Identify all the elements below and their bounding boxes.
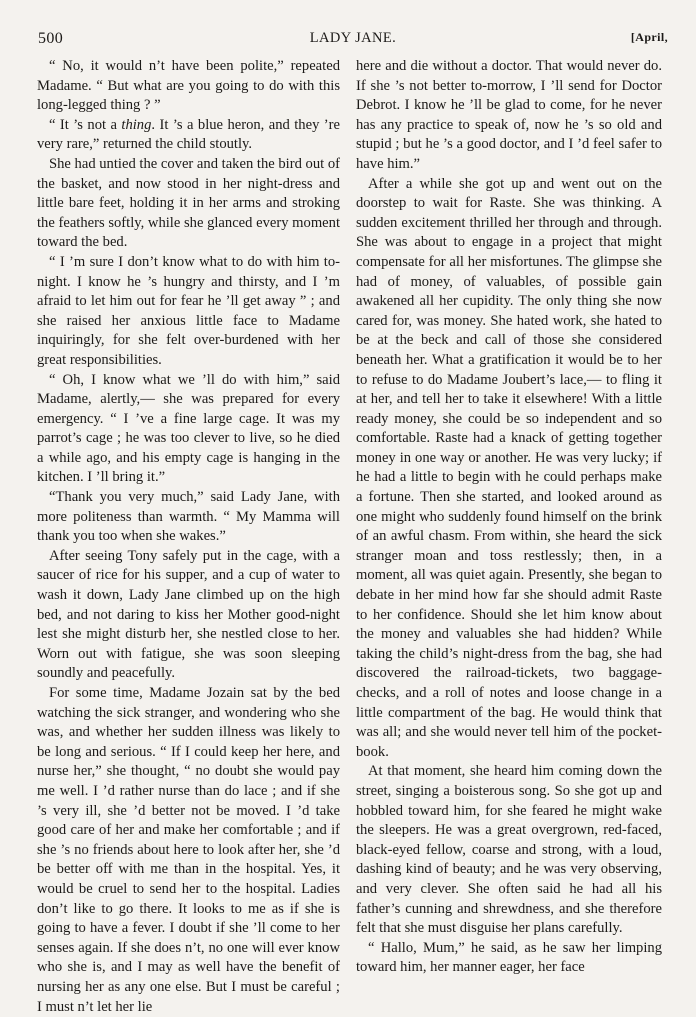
page-number: 500: [38, 30, 64, 47]
paragraph: “ Hallo, Mum,” he said, as he saw her limping toward him, her manner eager, her face: [356, 939, 662, 976]
paragraph: “ No, it would n’t have been polite,” repeated Madame. “ But what are you going to do with this long-legged thing ? ”: [37, 58, 340, 114]
paragraph: here and die without a doctor. That would never do. If she ’s not better to-morrow, I ’ll send for Doctor Debrot. I know he ’ll be glad to come, for he never has any practice to speak of, now he ’s so old and stupid ; but he ’s a good doctor, and I ’d feel safer to have him.”: [356, 58, 662, 172]
running-head: [38, 30, 668, 50]
paragraph: “ Oh, I know what we ’ll do with him,” said Madame, alertly,— she was prepared for every emergency. “ I ’ve a fine large cage. It was my parrot’s cage ; he was too clever to live, so he died a while ago, and his empty cage is hanging in the kitchen. I ’ll bring it.”: [37, 371, 340, 486]
paragraph: At that moment, she heard him coming down the street, singing a boisterous song. So she got up and hobbled toward him, for she feared he might wake the sleepers. He was a great overgrown, red-faced, black-eyed fellow, coarse and strong, with a loud, dashing kind of beauty; and he was very observing, and very clever. She often said he had all his father’s cunning and shrewdness, and she therefore felt that she must disguise her plans carefully.: [356, 763, 662, 937]
paragraph: “ It ’s not a thing. It ’s a blue heron, and they ’re very rare,” returned the child stoutly.: [37, 116, 341, 153]
paragraph: She had untied the cover and taken the bird out of the basket, and now stood in her night-dress and little bare feet, holding it in her arms and stroking the feathers softly, while she glanced every moment toward the bed.: [37, 155, 340, 251]
left-column: [37, 57, 340, 1017]
running-month: [April,: [630, 30, 668, 44]
paragraph: After a while she got up and went out on the doorstep to wait for Raste. She was thinking. A sudden excitement thrilled her through and through. She was about to engage in a project that might compensate for all her misfortunes. The glimpse she had of money, of valuables, of possible gain awakened all her cupidity. The only thing she now cared for, was money. She hated work, she hated to be at the beck and call of those she considered beneath her. What a gratification it would be to her to refuse to do Madame Joubert’s lace,— to fling it at her, and tell her to take it elsewhere! With a little ready money, she could be so independent and so comfortable. Raste had a knack of getting together money in one way or another. He was very lucky; if he had a little to begin with he could perhaps make a fortune. Then she started, and looked around as one might who suddenly found himself on the brink of an awful chasm. From within, she heard the sick stranger moan and toss restlessly; then, in a moment, all was quiet again. Presently, she began to debate in her mind how far she should admit Raste to her confidence. Should she let him know about the money and valuables she had hidden? While taking the child’s night-dress from the bag, she had discovered the railroad-tickets, two baggage-checks, and a roll of notes and loose change in a little compartment of the bag. He would think that was all; and she would never tell him of the pocket-book.: [356, 175, 662, 760]
paragraph: “Thank you very much,” said Lady Jane, with more politeness than warmth. “ My Mamma will thank you too when she wakes.”: [37, 489, 340, 545]
running-title: LADY JANE.: [309, 30, 397, 46]
paragraph: “ I ’m sure I don’t know what to do with him to-night. I know he ’s hungry and thirsty, and I ’m afraid to let him out for fear he ’ll get away ” ; and she raised her anxious little face to Madame inquiringly, for she felt over-burdened with her great responsibilities.: [37, 253, 340, 368]
paragraph: For some time, Madame Jozain sat by the bed watching the sick stranger, and wondering who she was, and whether her sudden illness was likely to be long and serious. “ If I could keep her here, and nurse her,” she thought, “ no doubt she would pay me well. I ’d rather nurse than do lace ; and if she ’s very ill, she ’d better not be moved. I ’d take good care of her and make her comfortable ; and if she ’s no friends about here to look after her, she ’d be better off with me than in the hospital. Yes, it would be cruel to send her to the hospital. Ladies don’t like to go there. It looks to me as if she is going to have a fever. I doubt if she ’ll come to her senses again. If she does n’t, no one will ever know who she is, and I may as well have the benefit of nursing her as any one else. But I must be careful ; I must n’t let her lie: [37, 685, 340, 1015]
right-column: [356, 57, 662, 978]
paragraph: After seeing Tony safely put in the cage, with a saucer of rice for his supper, and a cup of water to wash it down, Lady Jane climbed up on the high bed, and not daring to kiss her Mother good-night lest she might disturb her, she nestled close to her. Worn out with fatigue, she was soon sleeping soundly and peacefully.: [37, 547, 340, 682]
